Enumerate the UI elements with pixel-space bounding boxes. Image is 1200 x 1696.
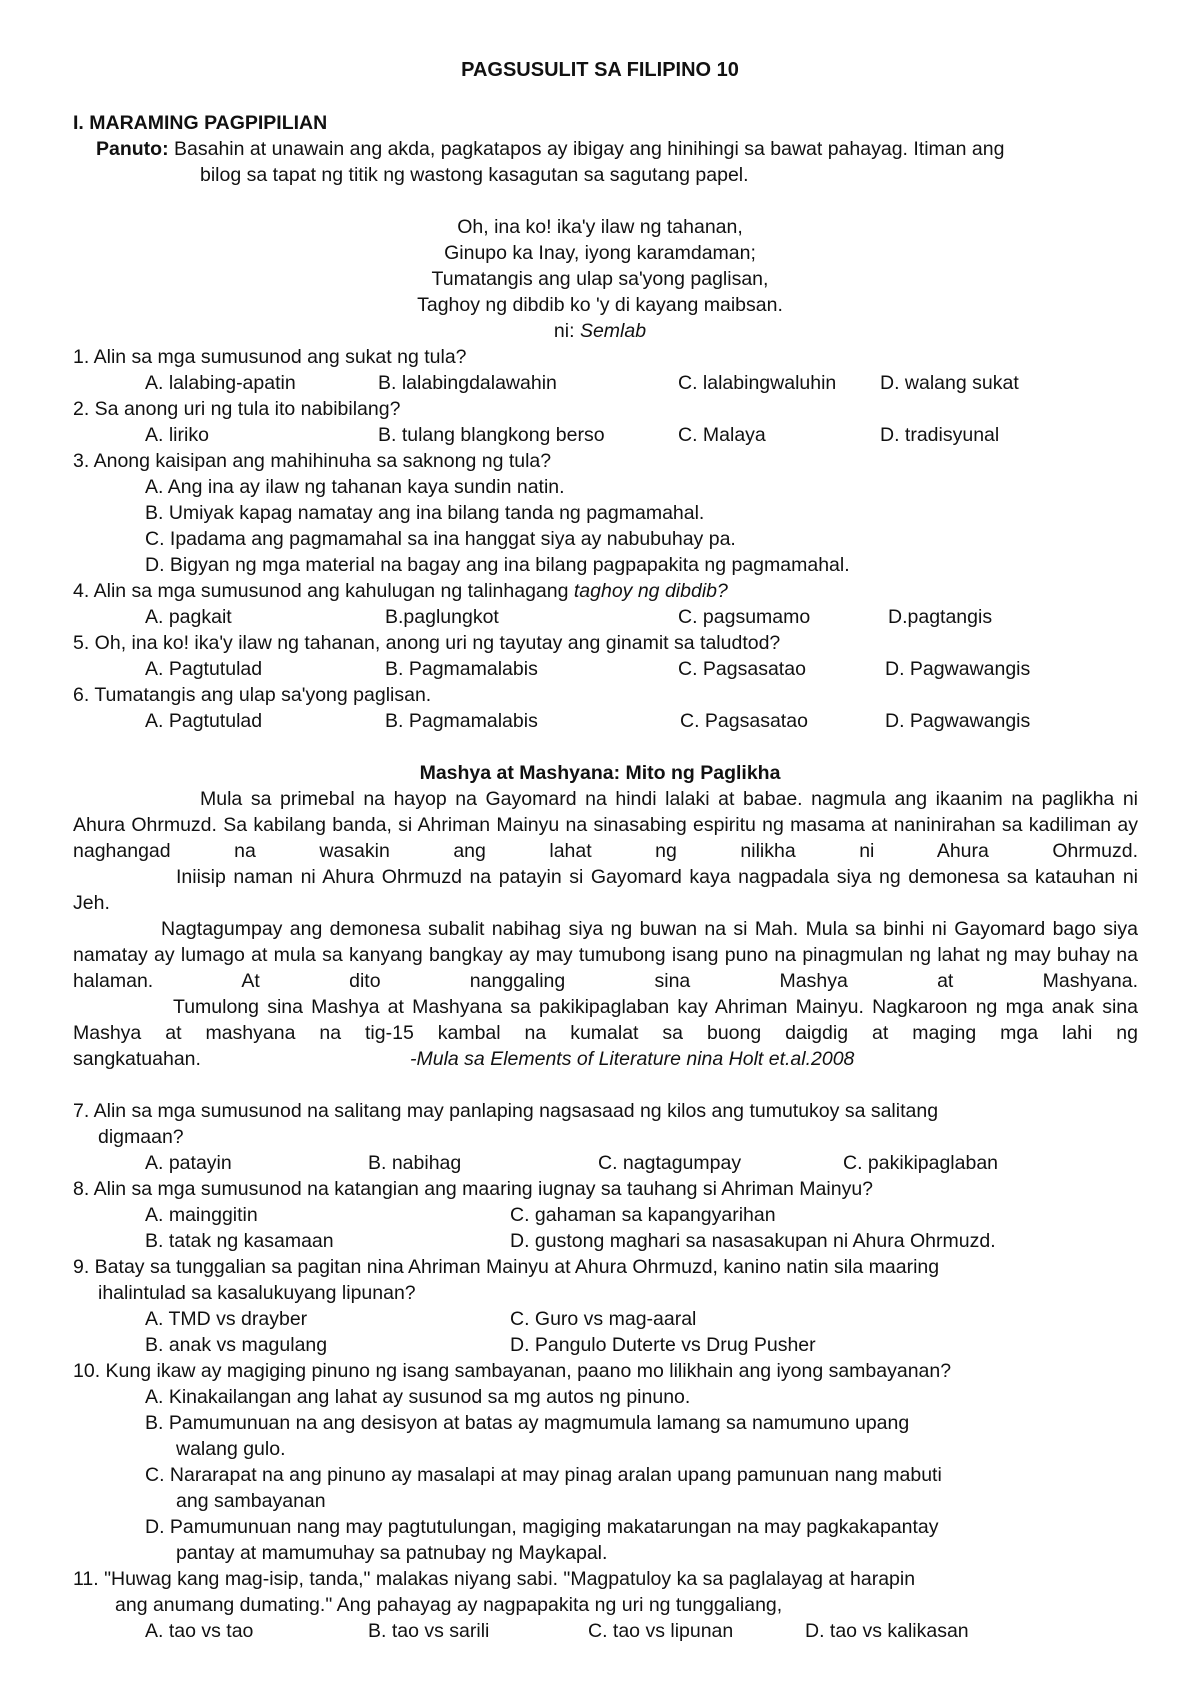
choice-a[interactable]: A. Pagtutulad [145, 710, 263, 732]
choice-a[interactable]: A. Ang ina ay ilaw ng tahanan kaya sundin natin. [145, 476, 565, 498]
choice-a[interactable]: A. TMD vs drayber [145, 1308, 308, 1330]
question-7: 7. Alin sa mga sumusunod na salitang may panlaping nagsasaad ng kilos ang tumutukoy sa salitang [73, 1100, 939, 1122]
choice-b[interactable]: B.paglungkot [385, 606, 499, 628]
story-paragraph-1: Mula sa primebal na hayop na Gayomard na hindi lalaki at babae. nagmula ang ikaanim na paglikha ni Ahura Ohrmuzd. Sa kabilang banda, si Ahriman Mainyu na sinasabing espiritu ng masama at naninirahan sa kadiliman ay naghangad na wasakin ang lahat ng nilikha ni Ahura Ohrmuzd. [73, 788, 1138, 862]
question-8: 8. Alin sa mga sumusunod na katangian ang maaring iugnay sa tauhang si Ahriman Mainyu? [73, 1178, 874, 1200]
poem-line: Tumatangis ang ulap sa'yong paglisan, [431, 268, 769, 290]
question-1: 1. Alin sa mga sumusunod ang sukat ng tula? [73, 346, 467, 368]
poem-line: Ginupo ka Inay, iyong karamdaman; [444, 242, 756, 264]
instructions-text: Basahin at unawain ang akda, pagkatapos ay ibigay ang hinihingi sa bawat pahayag. Itiman ang [174, 138, 1005, 160]
question-4-italic: taghoy ng dibdib? [573, 580, 728, 602]
choice-b[interactable]: B. Pamumunuan na ang desisyon at batas ay magmumula lamang sa namumuno upang [145, 1412, 910, 1434]
question-11-cont: ang anumang dumating." Ang pahayag ay nagpapakita ng uri ng tunggaliang, [115, 1594, 783, 1616]
story-paragraph-3: Nagtagumpay ang demonesa subalit nabihag siya ng buwan na si Mah. Mula sa binhi ni Gayomard bago siya namatay ay lumago at mula sa kanyang bangkay ay may tumubong isang puno na pinagmulan ng lahat ng may buhay na halaman. At dito nanggaling sina Mashya at Mashyana. [73, 918, 1138, 992]
choice-d[interactable]: D. walang sukat [880, 372, 1019, 394]
choice-d[interactable]: D. tao vs kalikasan [805, 1620, 969, 1642]
choice-d[interactable]: D. tradisyunal [880, 424, 1000, 446]
choice-a[interactable]: A. pagkait [145, 606, 232, 628]
poem-line: Taghoy ng dibdib ko 'y di kayang maibsan. [417, 294, 783, 316]
choice-b[interactable]: B. Umiyak kapag namatay ang ina bilang tanda ng pagmamahal. [145, 502, 705, 524]
poem-line: Oh, ina ko! ika'y ilaw ng tahanan, [457, 216, 743, 238]
story-paragraph-4-end: sangkatuahan. [73, 1048, 201, 1070]
choice-a[interactable]: A. liriko [145, 424, 209, 446]
story-source: -Mula sa Elements of Literature nina Holt et.al.2008 [410, 1048, 855, 1070]
choice-b[interactable]: B. tatak ng kasamaan [145, 1230, 334, 1252]
choice-d[interactable]: C. pakikipaglaban [843, 1152, 999, 1174]
choice-d[interactable]: D. Bigyan ng mga material na bagay ang ina bilang pagpapakita ng pagmamahal. [145, 554, 850, 576]
choice-c[interactable]: C. Nararapat na ang pinuno ay masalapi at may pinag aralan upang pamunuan nang mabuti [145, 1464, 942, 1486]
choice-c[interactable]: C. lalabingwaluhin [678, 372, 837, 394]
choice-d[interactable]: D. Pamumunuan nang may pagtutulungan, magiging makatarungan na may pagkakapantay [145, 1516, 939, 1538]
question-9: 9. Batay sa tunggalian sa pagitan nina Ahriman Mainyu at Ahura Ohrmuzd, kanino natin sila maaring [73, 1256, 940, 1278]
story-paragraph-4: Tumulong sina Mashya at Mashyana sa pakikipaglaban kay Ahriman Mainyu. Nagkaroon ng mga anak sina Mashya at mashyana na tig-15 kambal na kumalat sa buong daigdig at maging mga lahi ng [73, 996, 1138, 1044]
page-title: PAGSUSULIT SA FILIPINO 10 [461, 59, 739, 81]
question-6: 6. Tumatangis ang ulap sa'yong paglisan. [73, 684, 432, 706]
section-heading: I. MARAMING PAGPIPILIAN [73, 112, 328, 134]
choice-a[interactable]: A. Pagtutulad [145, 658, 263, 680]
choice-c[interactable]: C. Malaya [678, 424, 766, 446]
choice-a[interactable]: A. patayin [145, 1152, 232, 1174]
poem-author-prefix: ni: [553, 320, 575, 342]
story-title: Mashya at Mashyana: Mito ng Paglikha [419, 762, 781, 784]
poem-author [0, 318, 1200, 344]
choice-c[interactable]: C. nagtagumpay [598, 1152, 742, 1174]
question-11: 11. "Huwag kang mag-isip, tanda," malakas niyang sabi. "Magpatuloy ka sa paglalayag at harapin [73, 1568, 916, 1590]
choice-d[interactable]: D.pagtangis [888, 606, 993, 628]
choice-d[interactable]: D. Pangulo Duterte vs Drug Pusher [510, 1334, 816, 1356]
choice-d-cont: pantay at mamumuhay sa patnubay ng Maykapal. [176, 1542, 608, 1564]
choice-c[interactable]: C. Ipadama ang pagmamahal sa ina hanggat siya ay nabubuhay pa. [145, 528, 736, 550]
choice-d[interactable]: D. Pagwawangis [885, 658, 1031, 680]
choice-c[interactable]: C. tao vs lipunan [588, 1620, 734, 1642]
choice-d[interactable]: D. Pagwawangis [885, 710, 1031, 732]
instructions-line-1 [96, 136, 1004, 162]
choice-a[interactable]: A. lalabing-apatin [145, 372, 296, 394]
choice-c[interactable]: C. Pagsasatao [680, 710, 808, 732]
choice-b[interactable]: B. Pagmamalabis [385, 710, 538, 732]
question-9-cont: ihalintulad sa kasalukuyang lipunan? [98, 1282, 416, 1304]
instructions-label: Panuto: [96, 138, 169, 160]
choice-b-cont: walang gulo. [176, 1438, 286, 1460]
question-3: 3. Anong kaisipan ang mahihinuha sa saknong ng tula? [73, 450, 552, 472]
question-10: 10. Kung ikaw ay magiging pinuno ng isang sambayanan, paano mo lilikhain ang iyong sambayanan? [73, 1360, 952, 1382]
story-paragraph-2: Iniisip naman ni Ahura Ohrmuzd na patayin si Gayomard kaya nagpadala siya ng demonesa sa katauhan ni Jeh. [73, 866, 1138, 914]
choice-c[interactable]: C. Guro vs mag-aaral [510, 1308, 697, 1330]
choice-c[interactable]: C. gahaman sa kapangyarihan [510, 1204, 776, 1226]
question-2: 2. Sa anong uri ng tula ito nabibilang? [73, 398, 401, 420]
choice-b[interactable]: B. Pagmamalabis [385, 658, 538, 680]
choice-d[interactable]: D. gustong maghari sa nasasakupan ni Ahura Ohrmuzd. [510, 1230, 996, 1252]
poem-author-name: Semlab [579, 320, 647, 342]
choice-a[interactable]: A. tao vs tao [145, 1620, 254, 1642]
choice-b[interactable]: B. tao vs sarili [368, 1620, 490, 1642]
choice-a[interactable]: A. Kinakailangan ang lahat ay susunod sa mg autos ng pinuno. [145, 1386, 691, 1408]
question-7-cont: digmaan? [98, 1126, 184, 1148]
choice-b[interactable]: B. tulang blangkong berso [378, 424, 605, 446]
choice-a[interactable]: A. mainggitin [145, 1204, 258, 1226]
choice-b[interactable]: B. nabihag [368, 1152, 462, 1174]
choice-c[interactable]: C. pagsumamo [678, 606, 811, 628]
instructions-line-2: bilog sa tapat ng titik ng wastong kasagutan sa sagutang papel. [200, 164, 749, 186]
choice-c-cont: ang sambayanan [176, 1490, 326, 1512]
question-4 [73, 578, 728, 604]
question-4-text: 4. Alin sa mga sumusunod ang kahulugan ng talinhagang [73, 580, 569, 602]
choice-b[interactable]: B. lalabingdalawahin [378, 372, 557, 394]
choice-b[interactable]: B. anak vs magulang [145, 1334, 328, 1356]
question-5: 5. Oh, ina ko! ika'y ilaw ng tahanan, anong uri ng tayutay ang ginamit sa taludtod? [73, 632, 781, 654]
choice-c[interactable]: C. Pagsasatao [678, 658, 806, 680]
